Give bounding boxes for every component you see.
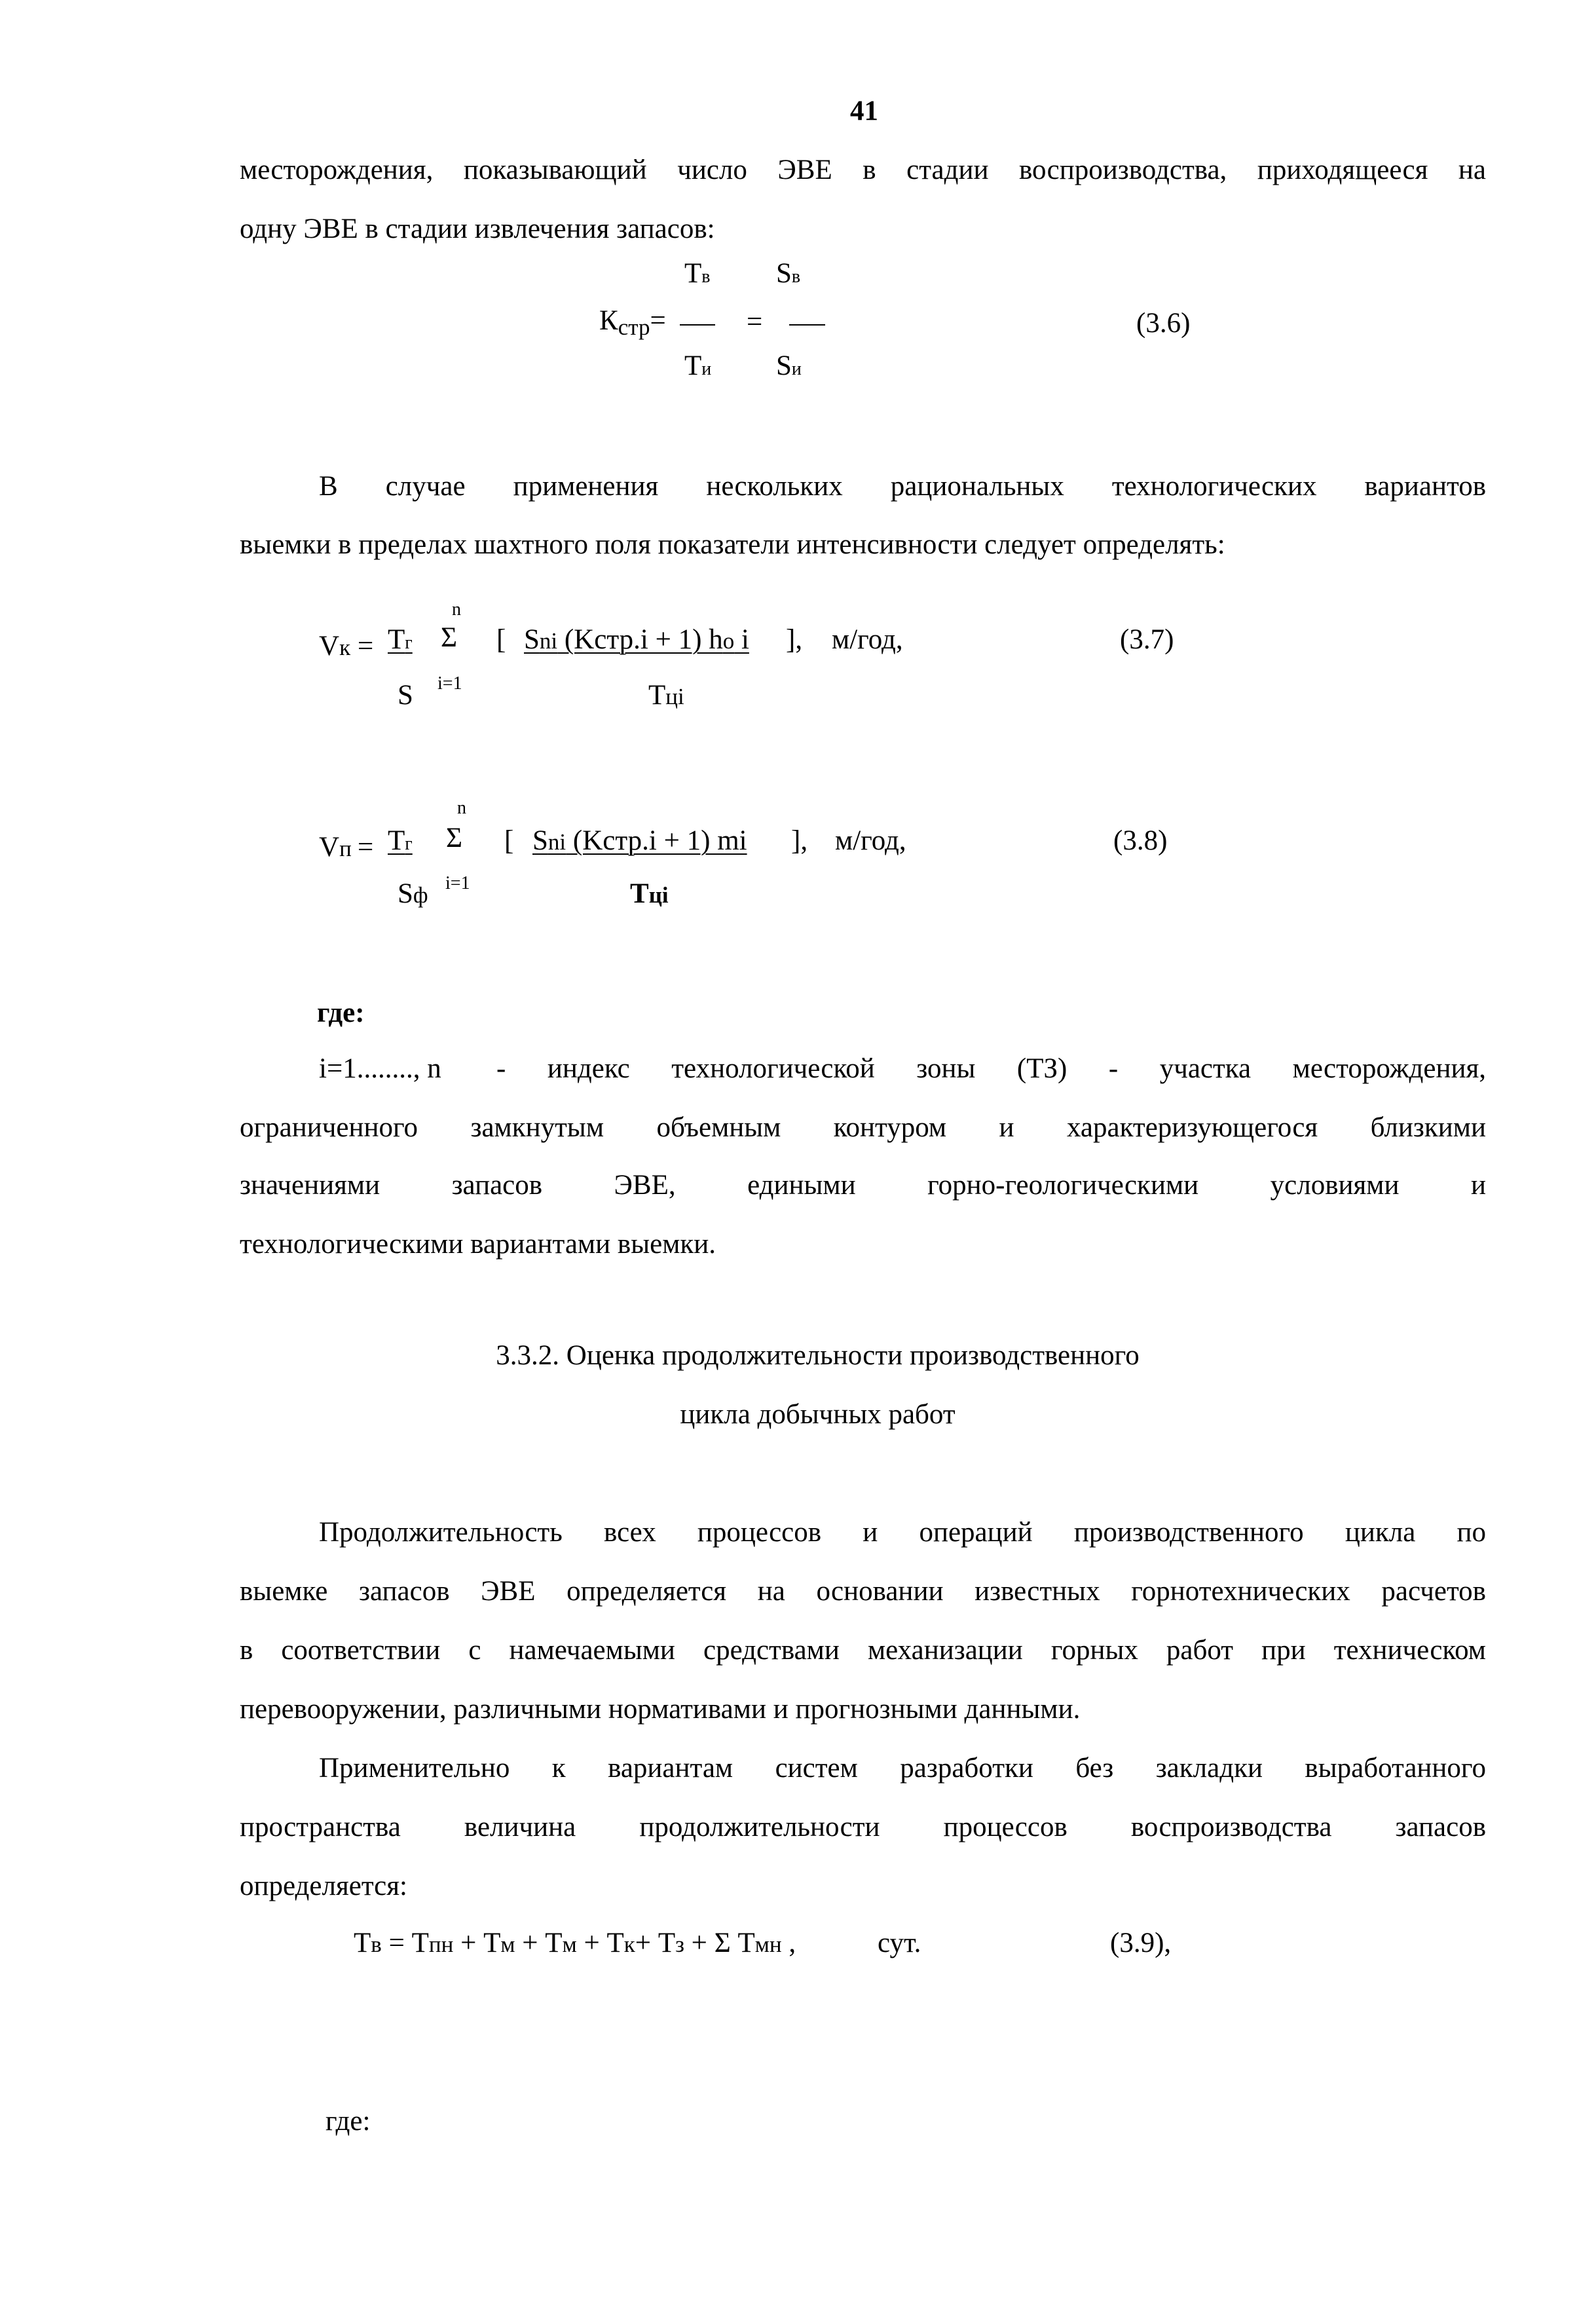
where-label-1: где: [317, 998, 365, 1028]
eq37-unit: м/год, [832, 624, 903, 655]
eq39-unit: сут. [878, 1928, 921, 1958]
para2-line-1: В случае применения нескольких рациональных технологических вариантов [319, 471, 1486, 502]
eq37-right-bracket: ], [786, 624, 803, 655]
eq38-number: (3.8) [1113, 825, 1168, 856]
eq36-lhs: Кстр= [599, 305, 666, 340]
eq39-number: (3.9), [1110, 1928, 1172, 1958]
eq38-sum-top: n [457, 798, 466, 818]
eq37-equals: = [358, 631, 374, 662]
def-line-3: значениями запасов ЭВЕ, едиными горно-геологическими условиями и [240, 1170, 1486, 1201]
eq37-left-bracket: [ [496, 624, 506, 655]
def-line-2: ограниченного замкнутым объемным контуром и характеризующегося близкими [240, 1112, 1486, 1143]
eq36-equals: = [747, 307, 763, 337]
para3-line-3: в соответствии с намечаемыми средствами механизации горных работ при техническом [240, 1635, 1486, 1666]
eq37-numerator: Sni (Kстр.i + 1) ho i [524, 624, 749, 655]
intro-line-2: одну ЭВЕ в стадии извлечения запасов: [240, 214, 715, 244]
where-label-2: где: [325, 2106, 371, 2137]
section-heading-line-2: цикла добычных работ [680, 1399, 956, 1430]
eq37-sum-top: n [452, 599, 461, 620]
eq38-numerator: Sni (Kстр.i + 1) mi [532, 825, 747, 856]
para3-line-1: Продолжительность всех процессов и операций производственного цикла по [319, 1517, 1486, 1548]
intro-line-1: месторождения, показывающий число ЭВЕ в стадии воспроизводства, приходящееся на [240, 155, 1486, 185]
eq38-fraction-den: Sф [398, 878, 428, 909]
para4-line-1: Применительно к вариантам систем разработки без закладки выработанного [319, 1753, 1486, 1784]
def-index-range: i=1........, n [319, 1053, 441, 1084]
eq36-den1: Ти [684, 350, 712, 381]
section-heading-line-1: 3.3.2. Оценка продолжительности производственного [496, 1340, 1140, 1371]
para4-line-2: пространства величина продолжительности процессов воспроизводства запасов [240, 1812, 1486, 1842]
eq37-lhs: Vк [319, 631, 351, 662]
eq36-fraction-bar-1 [680, 324, 715, 326]
para2-line-2: выемки в пределах шахтного поля показатели интенсивности следует определять: [240, 529, 1225, 560]
eq38-equals: = [358, 832, 374, 863]
page-number: 41 [850, 96, 878, 126]
eq38-fraction-num: Тг [388, 825, 413, 856]
def-line-1: - индекс технологической зоны (ТЗ) - участка месторождения, [496, 1053, 1486, 1084]
eq37-sum-sign: Σ [441, 622, 458, 653]
eq36-number: (3.6) [1136, 308, 1191, 339]
eq36-den2: Sи [776, 350, 802, 381]
eq36-fraction-bar-2 [789, 324, 825, 326]
eq37-fraction-den: S [398, 680, 413, 711]
eq36-num2: Sв [776, 258, 801, 289]
para3-line-4: перевооружении, различными нормативами и прогнозными данными. [240, 1694, 1081, 1725]
eq38-sum-bottom: i=1 [445, 873, 470, 893]
eq38-unit: м/год, [835, 825, 906, 856]
eq38-right-bracket: ], [791, 825, 808, 856]
eq36-num1: Тв [684, 258, 711, 289]
eq38-sum-sign: Σ [446, 823, 463, 853]
para4-line-3: определяется: [240, 1871, 407, 1901]
eq38-left-bracket: [ [504, 825, 514, 856]
para3-line-2: выемке запасов ЭВЕ определяется на основании известных горнотехнических расчетов [240, 1576, 1486, 1607]
eq37-denominator: Тці [648, 680, 684, 711]
eq37-number: (3.7) [1120, 624, 1174, 655]
eq38-denominator: Тці [630, 878, 669, 909]
eq38-lhs: Vп [319, 832, 352, 863]
eq37-sum-bottom: i=1 [437, 673, 462, 694]
eq39-expression: Тв = Тпн + Тм + Тм + Тк+ Тз + Σ Тмн , [354, 1928, 796, 1958]
eq37-fraction-num: Тг [388, 624, 413, 655]
def-line-4: технологическими вариантами выемки. [240, 1229, 716, 1260]
